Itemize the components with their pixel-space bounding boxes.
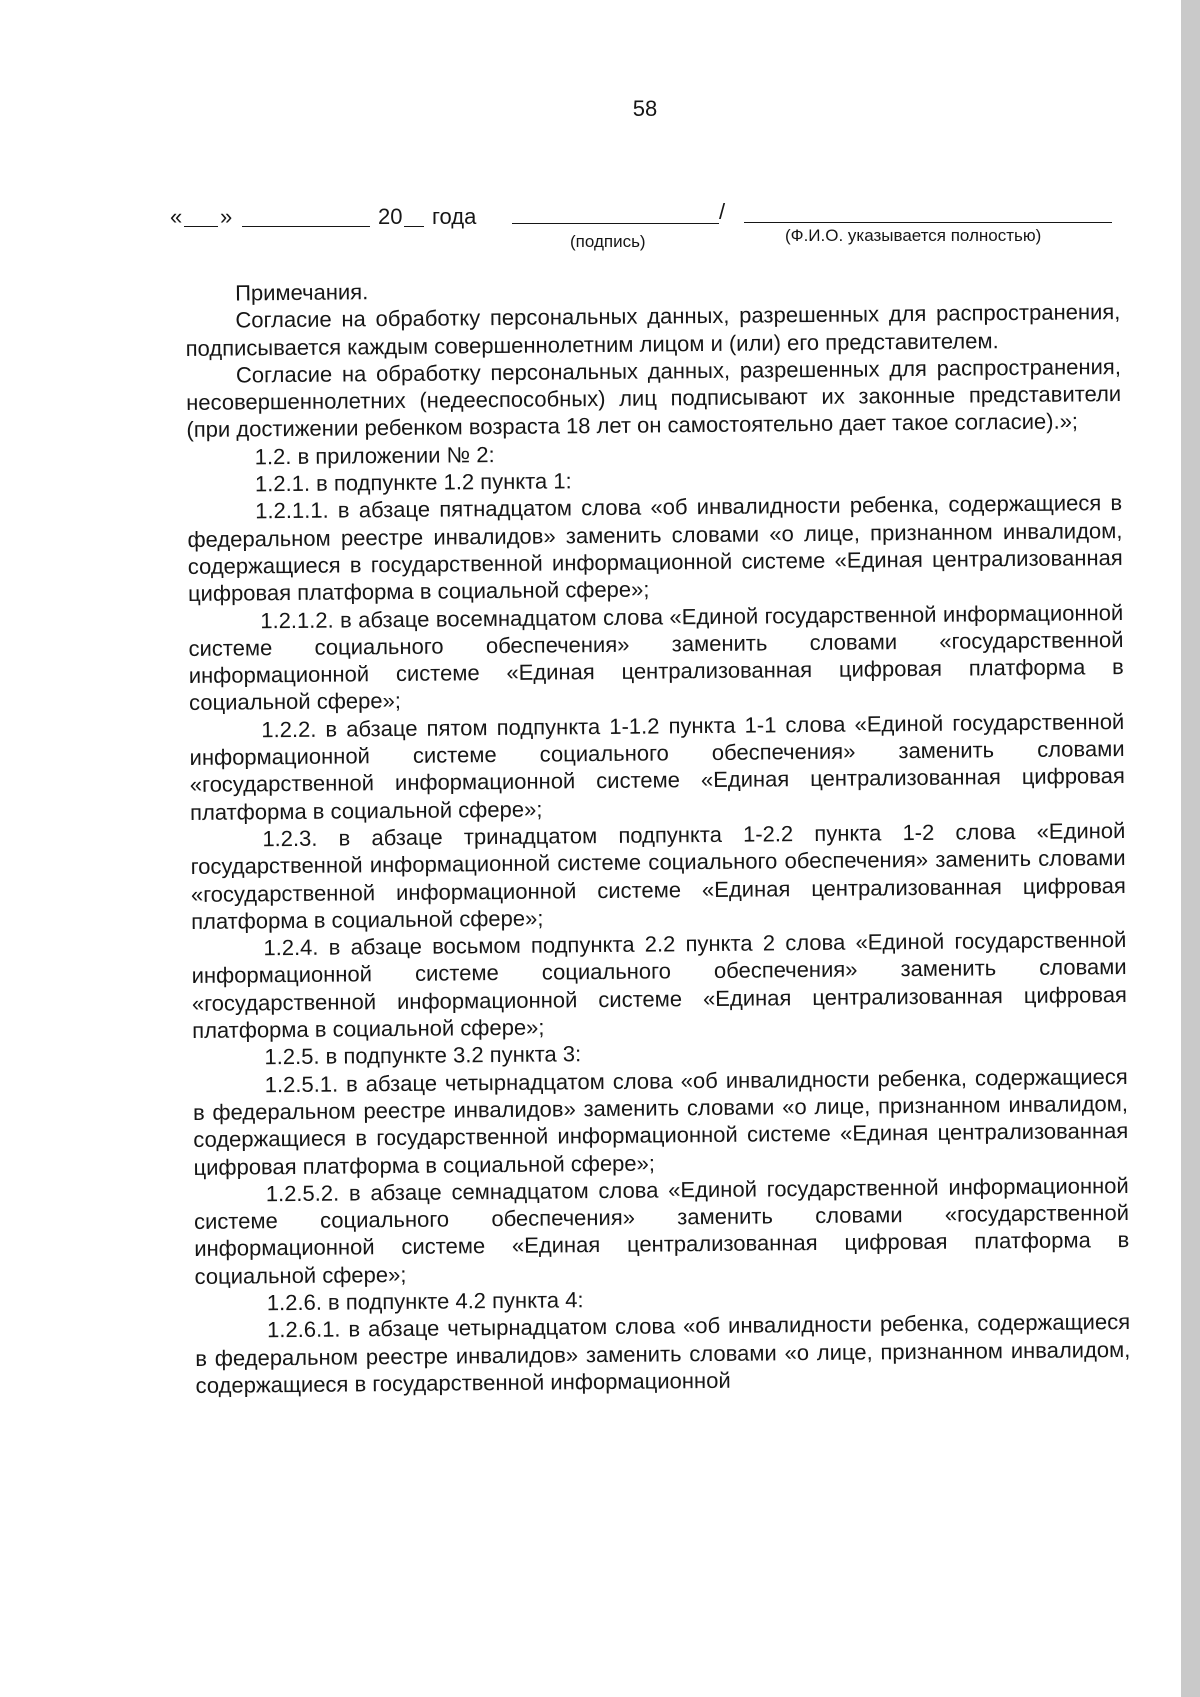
date-quote-close: » — [220, 204, 233, 229]
date-quote-open: « — [170, 204, 183, 229]
amendment-item: 1.2.2. в абзаце пятом подпункта 1-1.2 пункта 1-1 слова «Единой государственной информационной системе социального обеспечения» заменить словами «государственной информационной системе «Единая централизованная цифровая платформа в социальной сфере»; — [189, 708, 1125, 825]
amendment-item: 1.2.5. в подпункте 3.2 пункта 3: — [264, 1041, 582, 1070]
amendment-item: 1.2.1.2. в абзаце восемнадцатом слова «Единой государственной информационной системе социального обеспечения» заменить словами «государственной информационной системе «Единая централизованная цифровая платформа в социальной сфере»; — [188, 599, 1124, 716]
amendment-item: 1.2.4. в абзаце восьмом подпункта 2.2 пункта 2 слова «Единой государственной информационной системе социального обеспечения» заменить словами «государственной информационной системе «Единая централизованная цифровая платформа в социальной сфере»; — [191, 927, 1128, 1043]
note-paragraph: Согласие на обработку персональных данных, разрешенных для распространения, несовершеннолетних (недееспособных) лиц подписывают их законные представители (при достижении ребенком возраста 18 лет он самостоятельно дает такое согласие).»; — [186, 353, 1122, 443]
note-paragraph: Согласие на обработку персональных данных, разрешенных для распространения, подписывается каждым совершеннолетним лицом и (или) его представителем. — [185, 299, 1121, 361]
page-number: 58 — [632, 96, 658, 121]
amendment-item: 1.2.5.2. в абзаце семнадцатом слова «Единой государственной информационной системе социального обеспечения» заменить словами «государственной информационной системе «Единая централизованная цифровая платформа в социальной сфере»; — [193, 1172, 1130, 1289]
fio-blank-line — [744, 200, 1112, 223]
amendment-item: 1.2.3. в абзаце тринадцатом подпункта 1-2.2 пункта 1-2 слова «Единой государственной информационной системе социального обеспечения» заменить словами «государственной информационной системе «Единая централизованная цифровая платформа в социальной сфере»; — [190, 817, 1126, 934]
day-blank-line — [184, 204, 218, 227]
notes-heading: Примечания. — [235, 279, 369, 306]
year-prefix: 20 — [378, 204, 403, 229]
signature-blank-line — [512, 201, 719, 224]
amendment-item: 1.2.6. в подпункте 4.2 пункта 4: — [266, 1287, 584, 1316]
signature-date-block — [170, 199, 1130, 251]
month-blank-line — [242, 204, 370, 227]
amendment-item: 1.2.1. в подпункте 1.2 пункта 1: — [254, 468, 572, 497]
signature-slash: / — [719, 199, 726, 224]
amendment-item: 1.2.6.1. в абзаце четырнадцатом слова «об инвалидности ребенка, содержащиеся в федеральном реестре инвалидов» заменить словами «о лице, признанном инвалидом, содержащиеся в государственной информационной — [195, 1309, 1131, 1398]
amendment-item: 1.2.1.1. в абзаце пятнадцатом слова «об инвалидности ребенка, содержащиеся в федеральном реестре инвалидов» заменить словами «о лице, признанном инвалидом, содержащиеся в государственной информационной системе «Единая централизованная цифровая платформа в социальной сфере»; — [187, 490, 1123, 607]
amendment-item: 1.2. в приложении № 2: — [254, 441, 495, 470]
signature-caption: (подпись) — [570, 232, 646, 251]
year-blank-line — [404, 204, 424, 227]
document-body — [185, 271, 1131, 1399]
fio-caption: (Ф.И.О. указывается полностью) — [785, 226, 1042, 245]
year-suffix: года — [432, 204, 477, 229]
amendment-item: 1.2.5.1. в абзаце четырнадцатом слова «об инвалидности ребенка, содержащиеся в федеральном реестре инвалидов» заменить словами «о лице, признанном инвалидом, содержащиеся в государственной информационной системе «Единая централизованная цифровая платформа в социальной сфере»; — [192, 1063, 1129, 1180]
